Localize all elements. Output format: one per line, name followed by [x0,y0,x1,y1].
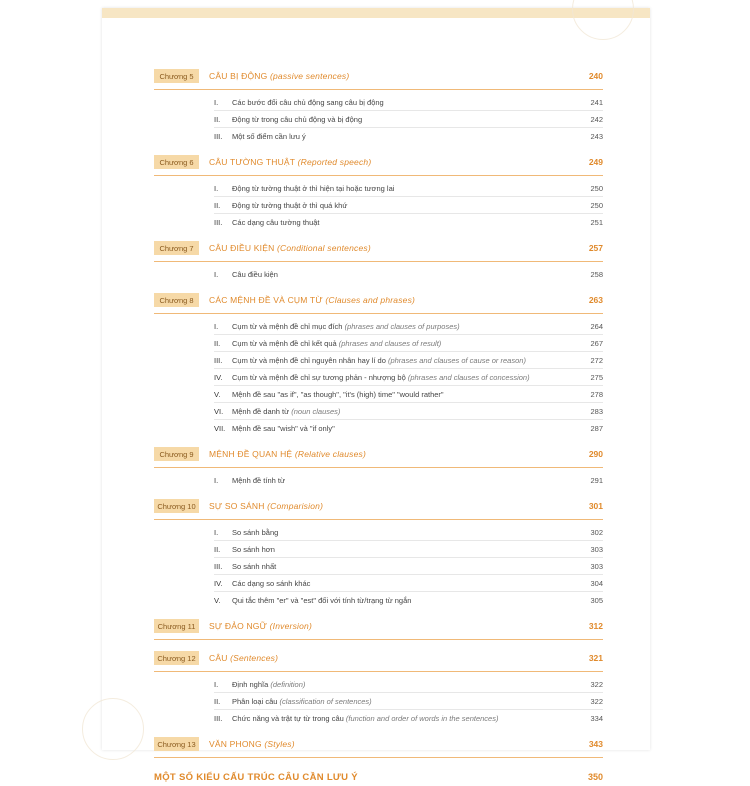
chapter-row[interactable] [154,446,603,462]
toc-item[interactable] [214,592,603,608]
item-page-number: 278 [590,389,603,399]
chapter-group [154,736,603,758]
item-text [232,322,573,331]
item-text [232,424,573,433]
item-text-vi: Cụm từ và mệnh đề chỉ sự tương phản - nhượng bộ [232,372,408,382]
chapter-page-number: 263 [588,295,603,305]
item-text-vi: Qui tắc thêm "er" và "est" đối với tính từ/trạng từ ngắn [232,595,412,605]
chapter-title-en: (Clauses and phrases) [325,295,416,305]
item-text-en: (classification of sentences) [279,696,372,706]
item-text [232,579,573,588]
item-number: III. [214,217,223,227]
chapter-divider [154,757,603,758]
item-text-vi: Động từ tường thuật ở thì hiện tại hoặc tương lai [232,183,395,193]
chapter-page-number: 301 [588,501,603,511]
item-text-vi: Cụm từ và mệnh đề chỉ kết quả [232,338,339,348]
chapter-badge: Chương 12 [154,651,199,665]
chapter-title-vi: CÂU ĐIỀU KIỆN [209,243,275,253]
chapter-title [209,295,573,305]
item-number: II. [214,114,221,124]
chapter-badge: Chương 8 [154,293,199,307]
chapter-group [154,498,603,608]
item-number: I. [214,679,219,689]
toc-item[interactable] [214,420,603,436]
chapter-page-number: 290 [588,449,603,459]
toc-item[interactable] [214,266,603,282]
item-number: IV. [214,578,223,588]
chapter-divider [154,175,603,176]
item-text-en: (phrases and clauses of purposes) [344,321,460,331]
chapter-group [154,446,603,488]
item-text [232,697,573,706]
item-number: I. [214,475,219,485]
toc-item[interactable] [214,676,603,693]
item-text-vi: So sánh nhất [232,561,277,571]
chapter-badge: Chương 9 [154,447,199,461]
item-text [232,407,573,416]
chapter-title-en: (Conditional sentences) [276,243,371,253]
chapter-row[interactable] [154,650,603,666]
item-text [232,390,573,399]
item-text-vi: Mệnh đề danh từ [232,406,292,416]
item-text [232,115,573,124]
item-text-vi: Định nghĩa [232,679,271,689]
toc-item[interactable] [214,524,603,541]
item-text-vi: Mệnh đề sau "wish" và "if only" [232,423,335,433]
item-number: III. [214,131,223,141]
toc-item[interactable] [214,575,603,592]
item-number: V. [214,595,221,605]
item-text [232,476,573,485]
toc-item[interactable] [214,352,603,369]
chapter-row[interactable] [154,618,603,634]
chapter-title-en: (Styles) [264,739,295,749]
toc-item[interactable] [214,335,603,352]
item-page-number: 303 [590,544,603,554]
item-text-vi: Động từ trong câu chủ động và bị động [232,114,363,124]
item-page-number: 291 [590,475,603,485]
chapter-divider [154,639,603,640]
item-page-number: 322 [590,696,603,706]
item-page-number: 250 [590,200,603,210]
chapter-divider [154,671,603,672]
chapter-title-vi: CÂU [209,653,228,663]
toc-item[interactable] [214,472,603,488]
item-page-number: 251 [590,217,603,227]
chapter-title [209,157,573,167]
item-page-number: 305 [590,595,603,605]
chapter-row[interactable] [154,240,603,256]
chapter-badge: Chương 10 [154,499,199,513]
item-text-en: (phrases and clauses of concession) [407,372,530,382]
item-text [232,373,573,382]
item-text [232,339,573,348]
item-page-number: 242 [590,114,603,124]
chapter-title-en: (Comparision) [267,501,324,511]
item-text [232,201,573,210]
chapter-badge: Chương 7 [154,241,199,255]
top-decorative-strip [102,8,650,18]
chapter-title-vi: CÁC MỆNH ĐỀ VÀ CỤM TỪ [209,295,323,305]
chapter-divider [154,519,603,520]
item-page-number: 250 [590,183,603,193]
chapter-title-en: (Sentences) [230,653,279,663]
toc-item[interactable] [214,318,603,335]
item-text [232,132,573,141]
chapter-title [209,501,573,511]
chapter-page-number: 343 [588,739,603,749]
chapter-badge: Chương 5 [154,69,199,83]
chapter-group [154,240,603,282]
toc-item[interactable] [214,710,603,726]
chapter-title [209,71,573,81]
item-text-en: (phrases and clauses of cause or reason) [387,355,526,365]
chapter-page-number: 312 [588,621,603,631]
toc-item[interactable] [214,558,603,575]
item-number: I. [214,269,219,279]
item-number: III. [214,561,223,571]
chapter-title-en: (passive sentences) [269,71,350,81]
chapter-page-number: 321 [588,653,603,663]
chapter-items [154,94,603,144]
chapter-title [209,739,573,749]
item-page-number: 264 [590,321,603,331]
chapter-group [154,154,603,230]
toc-item[interactable] [214,128,603,144]
decorative-circle [572,0,634,40]
item-text [232,562,573,571]
toc-item[interactable] [214,180,603,197]
toc-item[interactable] [214,693,603,710]
book-page [102,8,650,783]
item-number: I. [214,97,219,107]
item-number: III. [214,713,223,723]
chapter-title-vi: MỆNH ĐỀ QUAN HỆ [209,449,293,459]
item-text [232,218,573,227]
chapter-title-en: (Reported speech) [297,157,372,167]
item-text [232,714,573,723]
item-number: V. [214,389,221,399]
item-page-number: 267 [590,338,603,348]
item-text [232,596,573,605]
item-text-en: (definition) [270,679,306,689]
chapter-items [154,524,603,608]
table-of-contents [154,68,603,786]
toc-item[interactable] [214,386,603,403]
chapter-title-vi: VĂN PHONG [209,739,262,749]
item-text-vi: Một số điểm cần lưu ý [232,131,306,141]
item-text-en: (phrases and clauses of result) [338,338,442,348]
final-section-row[interactable] [154,768,603,786]
item-page-number: 258 [590,269,603,279]
chapter-title [209,449,573,459]
item-text-vi: Cụm từ và mệnh đề chỉ nguyên nhân hay lí do [232,355,388,365]
chapter-title-vi: SỰ ĐẢO NGỮ [209,621,268,631]
item-text-vi: Mệnh đề sau "as if", "as though", "it's (high) time" "would rather" [232,389,444,399]
item-page-number: 283 [590,406,603,416]
chapter-title [209,243,573,253]
item-text-vi: Câu điều kiện [232,269,278,279]
item-text-vi: Mệnh đề tính từ [232,475,285,485]
item-number: VI. [214,406,224,416]
chapter-badge: Chương 13 [154,737,199,751]
item-number: II. [214,696,221,706]
item-page-number: 243 [590,131,603,141]
toc-item[interactable] [214,111,603,128]
item-number: IV. [214,372,223,382]
toc-item[interactable] [214,541,603,558]
item-page-number: 241 [590,97,603,107]
item-text [232,98,573,107]
item-page-number: 304 [590,578,603,588]
chapter-title [209,653,573,663]
final-section-title: MỘT SỐ KIỂU CẤU TRÚC CÂU CẦN LƯU Ý [154,771,358,783]
item-number: I. [214,321,219,331]
toc-item[interactable] [214,403,603,420]
item-text-vi: Chức năng và trật tự từ trong câu [232,713,346,723]
item-number: II. [214,338,221,348]
chapter-row[interactable] [154,154,603,170]
item-page-number: 272 [590,355,603,365]
item-text-vi: Phân loại câu [232,696,280,706]
item-number: II. [214,200,221,210]
chapter-items [154,266,603,282]
chapter-title-vi: CÂU TƯỜNG THUẬT [209,157,296,167]
chapter-title [209,621,573,631]
item-number: I. [214,183,219,193]
chapter-page-number: 257 [588,243,603,253]
item-number: II. [214,544,221,554]
chapter-group [154,618,603,640]
final-section-page-number: 350 [587,772,603,782]
chapter-title-vi: CÂU BỊ ĐỘNG [209,71,268,81]
item-text [232,270,573,279]
toc-item[interactable] [214,94,603,111]
chapter-title-vi: SỰ SO SÁNH [209,501,265,511]
chapter-row[interactable] [154,736,603,752]
chapter-page-number: 240 [588,71,603,81]
chapter-group [154,292,603,436]
item-text-vi: Cụm từ và mệnh đề chỉ mục đích [232,321,345,331]
chapter-divider [154,467,603,468]
item-text [232,356,573,365]
chapter-group [154,650,603,726]
item-page-number: 303 [590,561,603,571]
decorative-circle [82,698,144,760]
item-page-number: 334 [590,713,603,723]
item-page-number: 302 [590,527,603,537]
item-text-en: (noun clauses) [291,406,341,416]
item-text-vi: So sánh bằng [232,527,279,537]
chapter-items [154,472,603,488]
item-text-en: (function and order of words in the sentences) [345,713,499,723]
chapter-title-en: (Inversion) [269,621,313,631]
chapter-row[interactable] [154,498,603,514]
item-page-number: 275 [590,372,603,382]
chapter-row[interactable] [154,68,603,84]
chapter-divider [154,89,603,90]
item-text-vi: Các bước đổi câu chủ động sang câu bị động [232,97,384,107]
chapter-items [154,676,603,726]
item-page-number: 322 [590,679,603,689]
toc-item[interactable] [214,197,603,214]
item-text-vi: Các dạng câu tường thuật [232,217,320,227]
chapter-items [154,180,603,230]
item-number: VII. [214,423,226,433]
item-number: I. [214,527,219,537]
chapter-page-number: 249 [588,157,603,167]
item-page-number: 287 [590,423,603,433]
chapter-divider [154,313,603,314]
item-text [232,545,573,554]
item-text-vi: Động từ tường thuật ở thì quá khứ [232,200,348,210]
item-text [232,680,573,689]
chapter-title-en: (Relative clauses) [294,449,367,459]
toc-item[interactable] [214,214,603,230]
chapter-divider [154,261,603,262]
item-text-vi: Các dạng so sánh khác [232,578,311,588]
chapter-items [154,318,603,436]
chapter-row[interactable] [154,292,603,308]
chapter-group [154,68,603,144]
toc-item[interactable] [214,369,603,386]
item-text-vi: So sánh hơn [232,544,275,554]
item-text [232,528,573,537]
item-text [232,184,573,193]
item-number: III. [214,355,223,365]
chapter-badge: Chương 11 [154,619,199,633]
chapter-badge: Chương 6 [154,155,199,169]
